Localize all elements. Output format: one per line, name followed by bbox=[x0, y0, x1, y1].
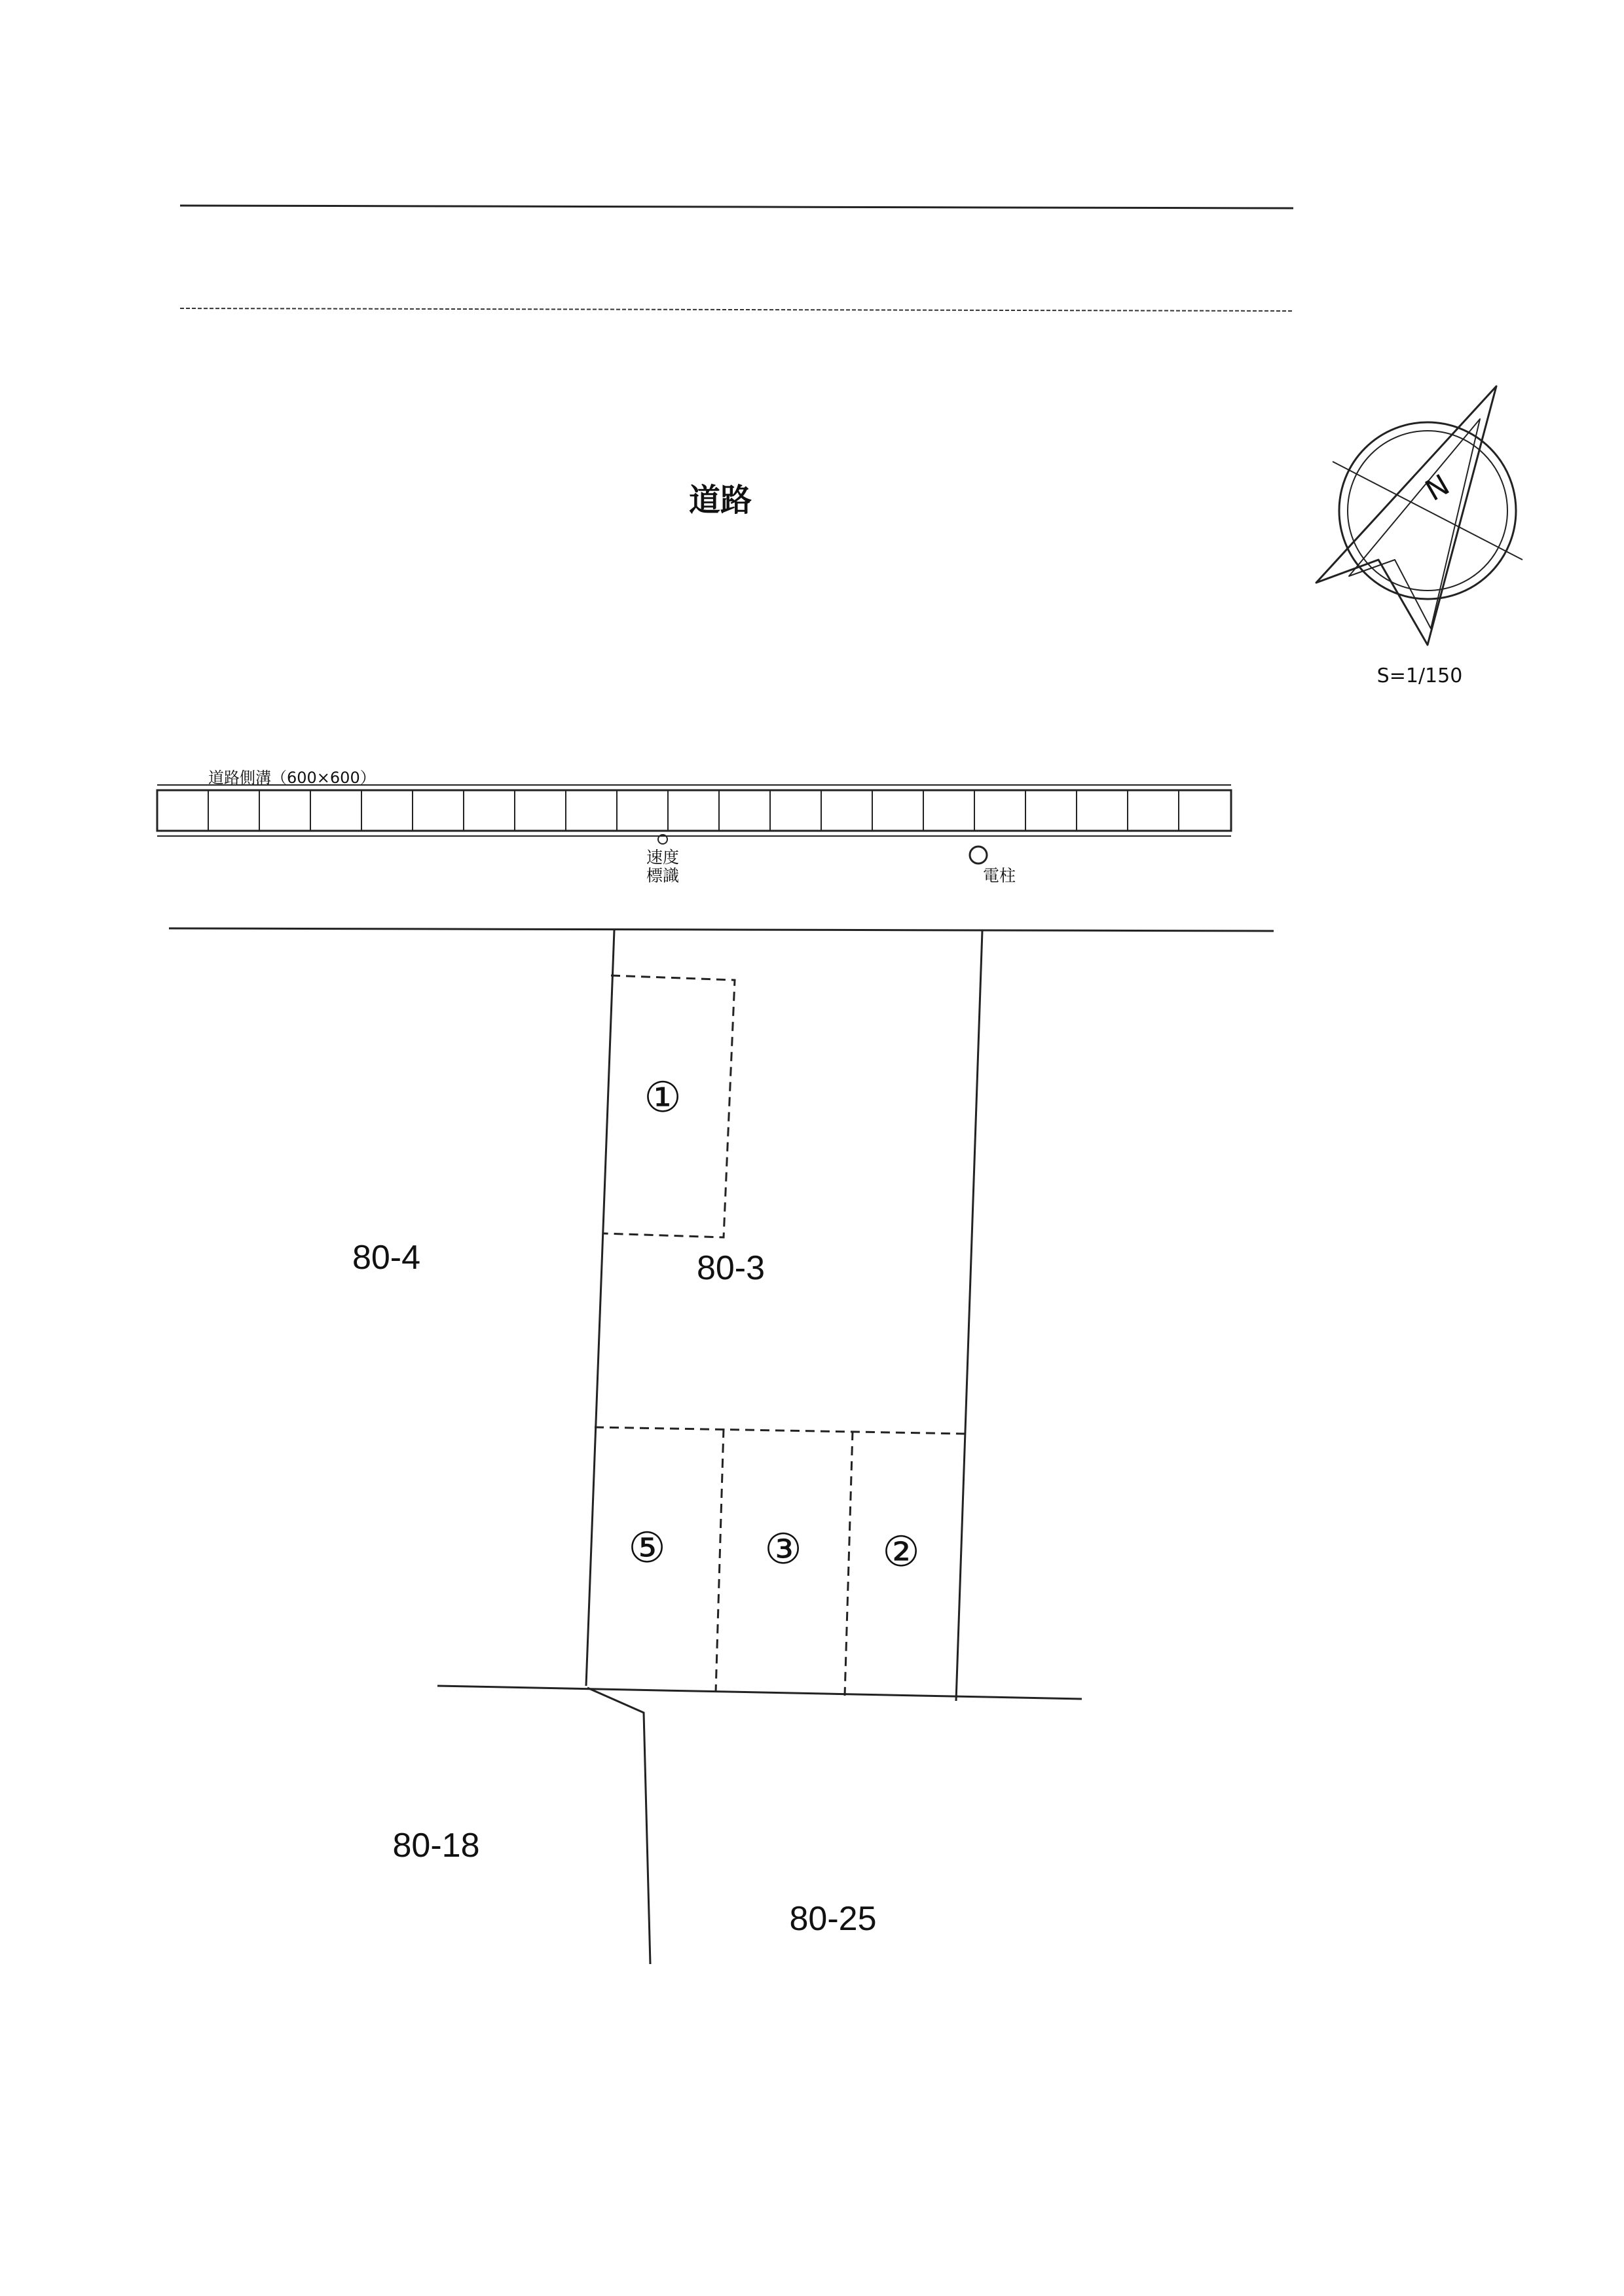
scale-label: S=1/150 bbox=[1376, 665, 1463, 687]
lot-number-5: ⑤ bbox=[628, 1524, 666, 1571]
lot-number-1: ① bbox=[644, 1074, 682, 1121]
road-centerline-dashed bbox=[180, 308, 1293, 311]
road-side-gutter bbox=[157, 785, 1231, 836]
utility-pole-icon bbox=[970, 847, 987, 864]
lot-number-3: ③ bbox=[764, 1525, 802, 1573]
parcel-label-80-3: 80-3 bbox=[696, 1249, 766, 1287]
road-edge-top bbox=[180, 206, 1293, 208]
utility-pole-label: 電柱 bbox=[982, 866, 1016, 885]
parcel-label-80-4: 80-4 bbox=[352, 1239, 421, 1277]
parcel-boundaries bbox=[437, 930, 1082, 1964]
compass-north-letter: N bbox=[1420, 468, 1456, 508]
parcel-label-80-25: 80-25 bbox=[789, 1900, 877, 1938]
north-arrow-icon bbox=[1316, 386, 1522, 645]
gutter-label: 道路側溝（600×600） bbox=[208, 769, 376, 787]
road-boundary-line bbox=[169, 928, 1274, 931]
parcel-label-80-18: 80-18 bbox=[392, 1827, 480, 1865]
speed-sign-label-line2: 標識 bbox=[646, 866, 680, 885]
lot-number-2: ② bbox=[882, 1528, 920, 1575]
speed-sign-label-line1: 速度 bbox=[646, 848, 680, 867]
road-label: 道路 bbox=[688, 482, 752, 519]
